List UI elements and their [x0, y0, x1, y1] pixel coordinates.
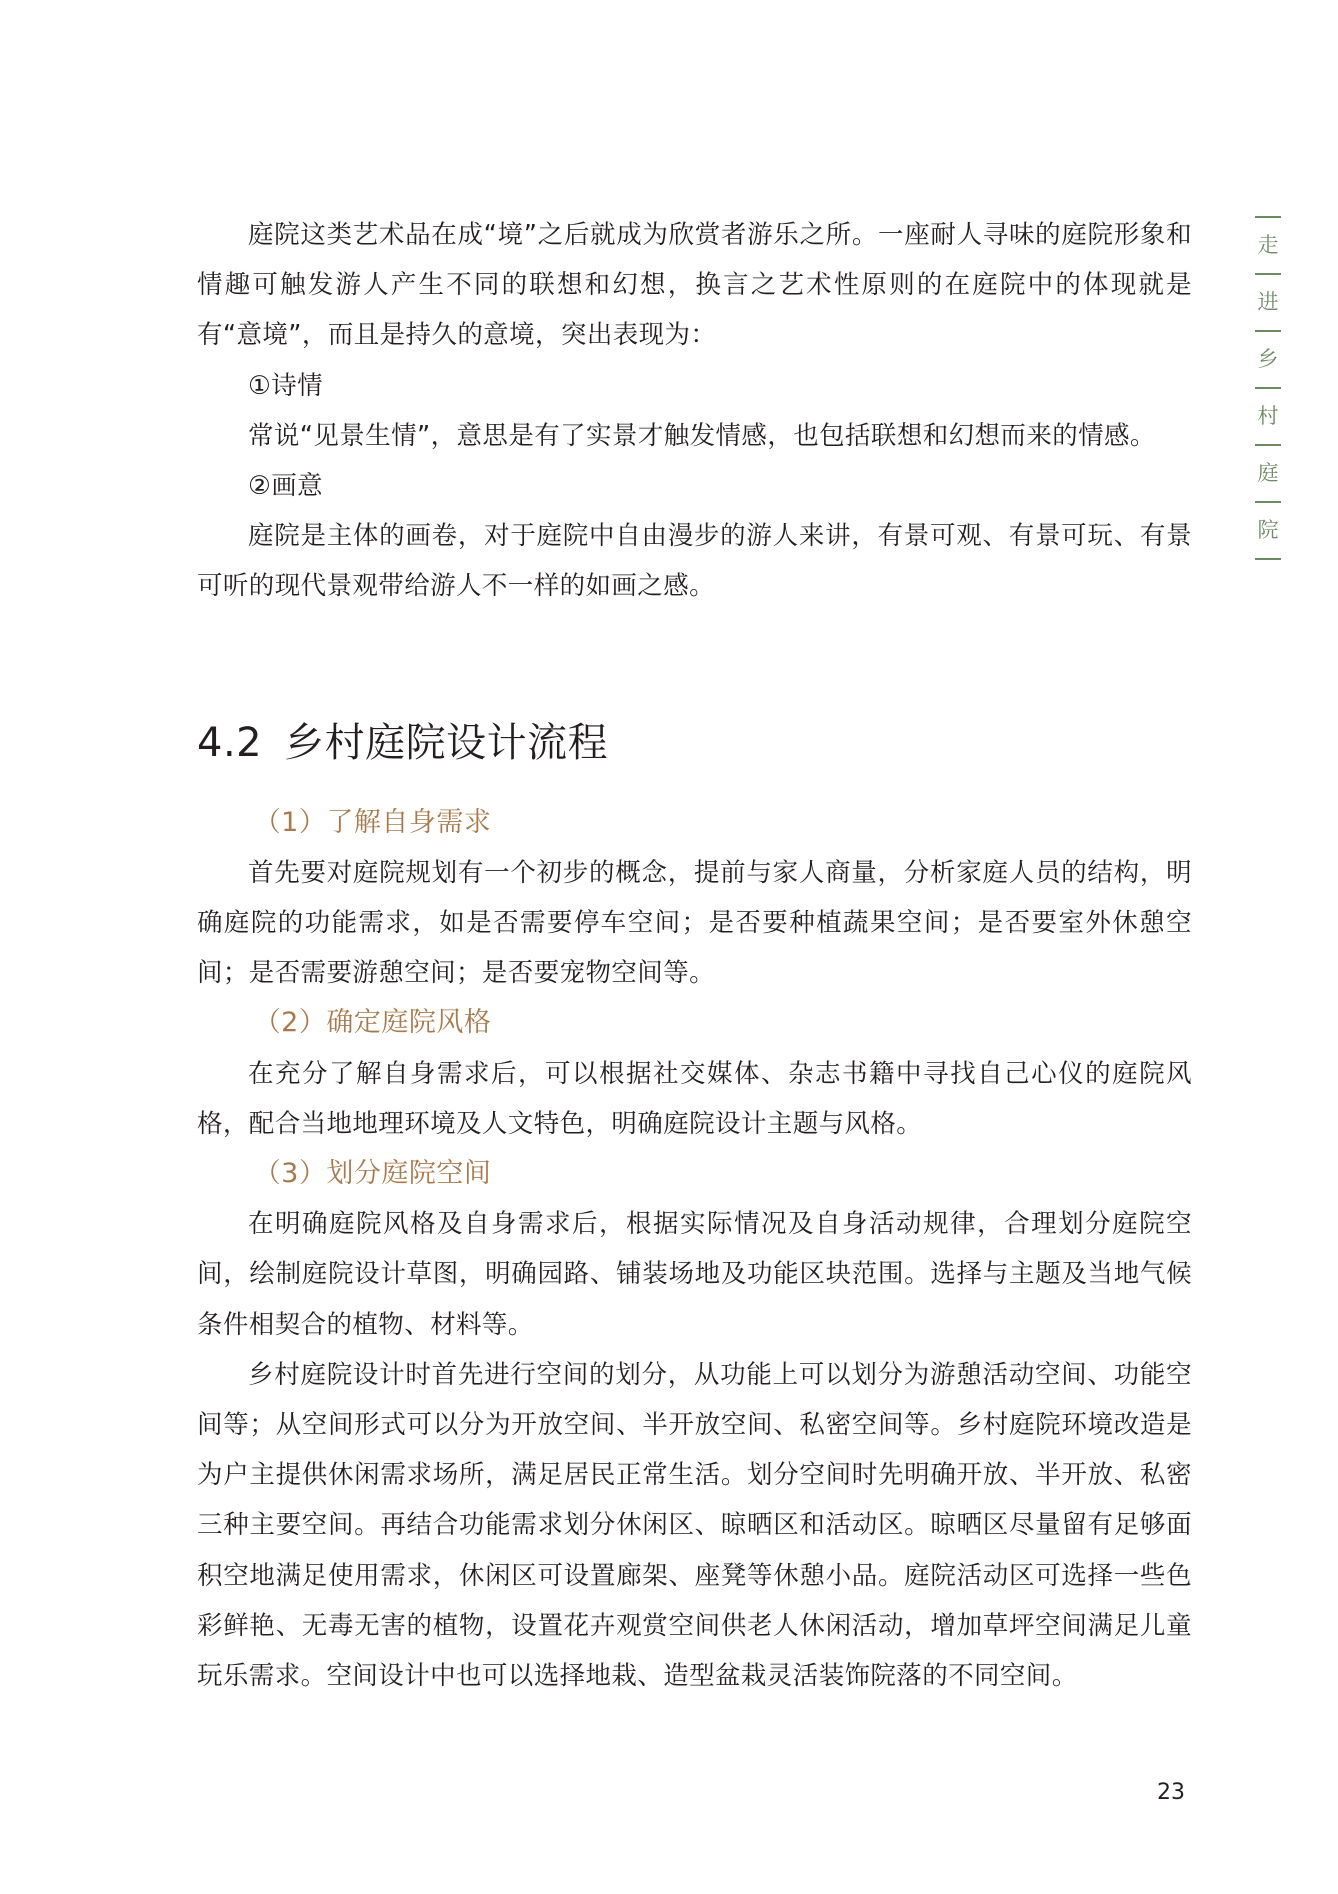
sidebar-char: 走: [1257, 233, 1279, 257]
sidebar-char: 乡: [1257, 347, 1279, 371]
section-number: 4.2: [197, 719, 263, 766]
subheading-2-text: 在充分了解自身需求后，可以根据社交媒体、杂志书籍中寻找自己心仪的庭院风格，配合当地地理环境及人文特色，明确庭院设计主题与风格。: [197, 1058, 1192, 1139]
sidebar-dash: [1255, 558, 1281, 560]
sidebar-char: 院: [1257, 518, 1279, 542]
page-number: 23: [1157, 1780, 1185, 1805]
sidebar-dash: [1255, 501, 1281, 503]
sidebar-dash: [1255, 216, 1281, 218]
subheading-3-text-2: 乡村庭院设计时首先进行空间的划分，从功能上可以划分为游憩活动空间、功能空间等；从空间形式可以分为开放空间、半开放空间、私密空间等。乡村庭院环境改造是为户主提供休闲需求场所，满足居民正常生活。划分空间时先明确开放、半开放、私密三种主要空间。再结合功能需求划分休闲区、晾晒区和活动区。晾晒区尽量留有足够面积空地满足使用需求，休闲区可设置廊架、座凳等休憩小品。庭院活动区可选择一些色彩鲜艳、无毒无害的植物，设置花卉观赏空间供老人休闲活动，增加草坪空间满足儿童玩乐需求。空间设计中也可以选择地栽、造型盆栽灵活装饰院落的不同空间。: [197, 1359, 1192, 1692]
main-content: [197, 210, 1192, 1701]
section-title: 乡村庭院设计流程: [284, 719, 609, 766]
section-heading: [197, 713, 1192, 773]
chapter-sidebar: [1255, 216, 1281, 560]
sidebar-dash: [1255, 273, 1281, 275]
item-picturesque-text: 庭院是主体的画卷，对于庭院中自由漫步的游人来讲，有景可观、有景可玩、有景可听的现代景观带给游人不一样的如画之感。: [197, 521, 1192, 602]
subheading-1-text: 首先要对庭院规划有一个初步的概念，提前与家人商量，分析家庭人员的结构，明确庭院的功能需求，如是否需要停车空间；是否要种植蔬果空间；是否要室外休憩空间；是否需要游憩空间；是否要宠物空间等。: [197, 857, 1192, 989]
item-picturesque-title: ②画意: [248, 471, 324, 502]
sidebar-char: 村: [1257, 404, 1279, 428]
sidebar-dash: [1255, 387, 1281, 389]
subheading-1: （1）了解自身需求: [253, 806, 492, 838]
subheading-2: （2）确定庭院风格: [253, 1007, 492, 1039]
sidebar-char: 庭: [1257, 461, 1279, 485]
item-poetic-text: 常说“见景生情”，意思是有了实景才触发情感，也包括联想和幻想而来的情感。: [248, 420, 1156, 451]
sidebar-char: 进: [1257, 290, 1279, 314]
sidebar-dash: [1255, 330, 1281, 332]
subheading-3-text-1: 在明确庭院风格及自身需求后，根据实际情况及自身活动规律，合理划分庭院空间，绘制庭院设计草图，明确园路、铺装场地及功能区块范围。选择与主题及当地气候条件相契合的植物、材料等。: [197, 1209, 1192, 1340]
subheading-3: （3）划分庭院空间: [253, 1158, 492, 1190]
sidebar-dash: [1255, 444, 1281, 446]
intro-paragraph: 庭院这类艺术品在成“境”之后就成为欣赏者游乐之所。一座耐人寻味的庭院形象和情趣可触发游人产生不同的联想和幻想，换言之艺术性原则的在庭院中的体现就是有“意境”，而且是持久的意境，突出表现为：: [197, 220, 1192, 351]
item-poetic-title: ①诗情: [248, 370, 324, 401]
